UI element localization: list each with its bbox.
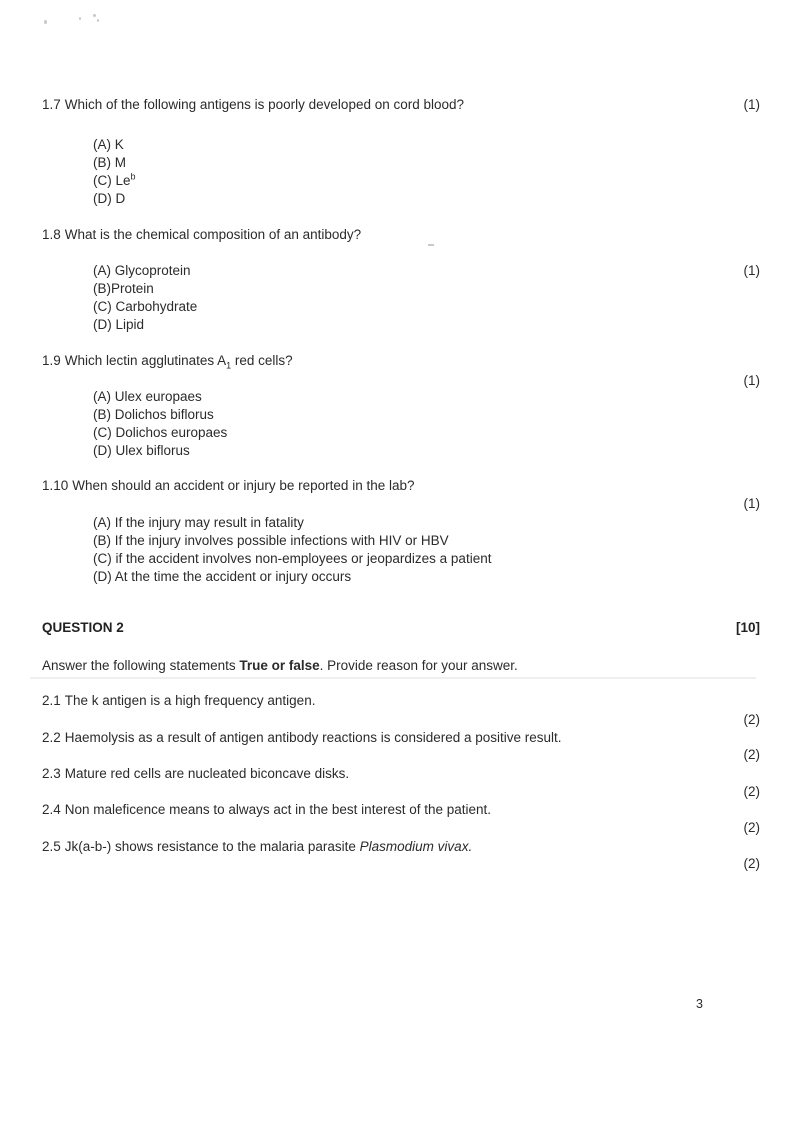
statement-text: Mature red cells are nucleated biconcave disks. (64, 766, 350, 781)
option-b: (B)Protein (93, 281, 154, 296)
question-text: What is the chemical composition of an antibody? (64, 227, 362, 242)
option-c: (C) if the accident involves non-employees or jeopardizes a patient (93, 551, 492, 566)
option-a: (A) Ulex europaes (93, 389, 202, 404)
option-d: (D) D (93, 191, 126, 206)
statement-2-5-marks: (2) (743, 856, 760, 871)
option-d: (D) Ulex biflorus (93, 443, 190, 458)
statement-2-3-marks: (2) (743, 784, 760, 799)
statement-2-2-row (42, 729, 760, 746)
statement-2-1-marks: (2) (743, 712, 760, 727)
question-1-10-options (93, 514, 491, 586)
scan-artifact (79, 17, 81, 20)
statement-2-2-marks: (2) (743, 747, 760, 762)
question-1-8-text (42, 226, 361, 243)
question-1-7-options (93, 136, 136, 208)
question-1-9-text (42, 352, 293, 369)
option-a: (A) Glycoprotein (93, 263, 191, 278)
statement-number: 2.2 (42, 730, 61, 745)
question-1-7-row (42, 96, 760, 113)
statement-number: 2.4 (42, 802, 61, 817)
option-d: (D) Lipid (93, 317, 145, 332)
question-1-10-row (42, 477, 760, 494)
question-number: 1.8 (42, 227, 61, 242)
option-c: (C) Carbohydrate (93, 299, 198, 314)
question-1-8-row (42, 226, 760, 243)
scan-artifact (428, 244, 434, 246)
question-2-total-marks: [10] (735, 620, 760, 635)
statement-text: Haemolysis as a result of antigen antibody reactions is considered a positive result. (64, 730, 562, 745)
statement-text: Non maleficence means to always act in the best interest of the patient. (64, 802, 492, 817)
statement-2-3-row (42, 765, 760, 782)
statement-number: 2.5 (42, 839, 61, 854)
option-b: (B) Dolichos biflorus (93, 407, 214, 422)
instruction-bold: True or false (239, 658, 320, 673)
statement-number: 2.1 (42, 693, 61, 708)
question-1-7-marks: (1) (743, 97, 760, 112)
question-1-9-row (42, 352, 760, 369)
question-1-8-options (93, 262, 197, 334)
question-1-7-text (42, 96, 464, 113)
statement-2-4-marks: (2) (743, 820, 760, 835)
statement-2-5-row (42, 838, 760, 855)
option-b: (B) If the injury involves possible infections with HIV or HBV (93, 533, 449, 548)
question-text: When should an accident or injury be reported in the lab? (72, 478, 415, 493)
statement-number: 2.3 (42, 766, 61, 781)
question-number: 1.7 (42, 97, 61, 112)
option-a: (A) If the injury may result in fatality (93, 515, 304, 530)
option-c: (C) Le$^b$ (93, 171, 136, 188)
question-2-heading-row (42, 619, 760, 636)
scan-artifact (44, 20, 47, 24)
page-number: 3 (696, 997, 703, 1011)
statement-2-1-row (42, 692, 760, 709)
option-d: (D) At the time the accident or injury occurs (93, 569, 352, 584)
question-1-10-marks: (1) (743, 496, 760, 511)
statement-text-prefix: Jk(a-b-) shows resistance to the malaria parasite (64, 839, 360, 854)
statement-text: The k antigen is a high frequency antigen. (64, 693, 316, 708)
option-a: (A) K (93, 137, 124, 152)
question-text-subscript: 1 (226, 360, 232, 371)
instruction-prefix: Answer the following statements (42, 658, 240, 673)
question-text: Which of the following antigens is poorly developed on cord blood? (64, 97, 465, 112)
question-2-heading: QUESTION 2 (42, 620, 124, 635)
scan-artifact (97, 19, 99, 22)
question-text-prefix: Which lectin agglutinates A (64, 353, 227, 368)
scan-artifact (93, 14, 96, 17)
question-1-10-text (42, 477, 415, 494)
option-c: (C) Dolichos europaes (93, 425, 228, 440)
question-1-9-marks: (1) (743, 373, 760, 388)
question-text-suffix: red cells? (231, 353, 293, 368)
question-number: 1.10 (42, 478, 69, 493)
question-number: 1.9 (42, 353, 61, 368)
statement-2-4-row (42, 801, 760, 818)
option-b: (B) M (93, 155, 126, 170)
question-2-instruction (42, 657, 760, 674)
option-c-superscript: b (130, 171, 136, 182)
instruction-suffix: . Provide reason for your answer. (319, 658, 518, 673)
question-1-8-marks: (1) (743, 263, 760, 278)
scan-artifact (30, 677, 756, 679)
statement-text-italic: Plasmodium vivax. (359, 839, 473, 854)
question-1-9-options (93, 388, 227, 460)
